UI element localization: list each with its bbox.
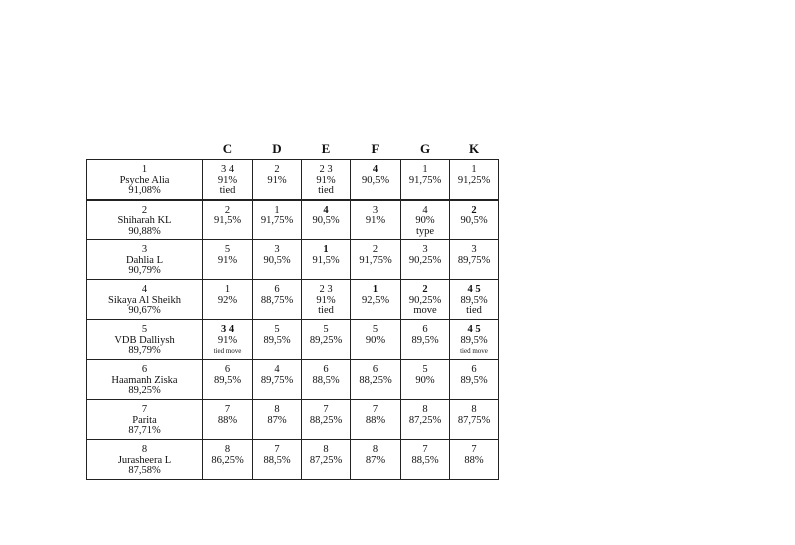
cell-rank: 5 bbox=[323, 324, 329, 335]
score-cell bbox=[253, 280, 302, 320]
cell-rank: 2 bbox=[422, 284, 428, 295]
contestant-average: 87,58% bbox=[128, 465, 161, 476]
contestant-average: 90,67% bbox=[128, 305, 161, 316]
score-cell bbox=[351, 200, 401, 240]
score-cell bbox=[351, 400, 401, 440]
cell-rank: 6 bbox=[224, 364, 231, 375]
cell-rank: 5 bbox=[422, 364, 428, 375]
score-cell bbox=[302, 280, 351, 320]
cell-score: 91% bbox=[217, 334, 238, 346]
table-row bbox=[87, 360, 499, 400]
cell-score: 88% bbox=[217, 414, 238, 426]
contestant-rank: 4 bbox=[141, 284, 148, 295]
cell-score: 88,25% bbox=[359, 374, 392, 386]
contestant-cell bbox=[87, 160, 203, 200]
table-row bbox=[87, 200, 499, 240]
cell-rank: 4 5 bbox=[467, 284, 481, 295]
cell-score: 87% bbox=[365, 454, 386, 466]
header-blank bbox=[87, 140, 203, 160]
cell-rank: 7 bbox=[422, 444, 428, 455]
cell-rank: 1 bbox=[372, 284, 379, 295]
cell-rank: 2 3 bbox=[319, 284, 333, 295]
cell-rank: 7 bbox=[224, 404, 231, 415]
cell-score: 88,5% bbox=[411, 454, 439, 466]
table-row bbox=[87, 160, 499, 200]
cell-score: 87,25% bbox=[408, 414, 442, 426]
table-body bbox=[87, 160, 499, 480]
score-cell bbox=[351, 320, 401, 360]
cell-rank: 2 3 bbox=[319, 164, 333, 175]
table-row bbox=[87, 400, 499, 440]
cell-score: 91% bbox=[316, 174, 336, 186]
score-cell bbox=[351, 440, 401, 480]
score-cell bbox=[401, 320, 450, 360]
score-cell bbox=[351, 280, 401, 320]
contestant-name: Jurasheera L bbox=[117, 454, 172, 466]
cell-rank: 3 4 bbox=[220, 164, 235, 175]
score-cell bbox=[401, 200, 450, 240]
score-cell bbox=[203, 400, 253, 440]
cell-score: 89,75% bbox=[260, 374, 294, 386]
col-header-c: C bbox=[222, 141, 233, 157]
cell-rank: 1 bbox=[471, 164, 477, 175]
contestant-cell bbox=[87, 280, 203, 320]
contestant-average: 89,25% bbox=[128, 385, 161, 396]
score-cell bbox=[203, 280, 253, 320]
cell-score: 87,25% bbox=[309, 454, 343, 466]
contestant-rank: 1 bbox=[141, 164, 148, 175]
contestant-cell bbox=[87, 400, 203, 440]
score-cell bbox=[401, 280, 450, 320]
col-header-g: G bbox=[419, 141, 431, 157]
cell-rank: 4 bbox=[274, 364, 280, 375]
cell-score: 88,75% bbox=[260, 294, 294, 306]
cell-rank: 1 bbox=[422, 164, 428, 175]
cell-rank: 2 bbox=[224, 204, 231, 216]
score-cell bbox=[203, 360, 253, 400]
contestant-rank: 5 bbox=[141, 324, 148, 335]
contestant-cell bbox=[87, 360, 203, 400]
cell-score: 88% bbox=[464, 454, 484, 466]
contestant-name: Dahlia L bbox=[125, 254, 164, 266]
cell-score: 91% bbox=[217, 174, 238, 186]
contestant-rank: 2 bbox=[141, 204, 148, 216]
contestant-name: Sikaya Al Sheikh bbox=[108, 294, 181, 306]
contestant-name: Haamanh Ziska bbox=[111, 374, 178, 386]
cell-note: tied bbox=[219, 185, 236, 196]
score-cell bbox=[450, 240, 499, 280]
score-cell bbox=[302, 320, 351, 360]
contestant-name: Parita bbox=[132, 414, 157, 426]
cell-score: 91% bbox=[217, 254, 238, 266]
col-header-k: K bbox=[468, 141, 480, 157]
cell-rank: 1 bbox=[274, 204, 280, 216]
cell-rank: 8 bbox=[274, 404, 280, 415]
cell-score: 89,75% bbox=[457, 254, 491, 266]
cell-score: 90,5% bbox=[361, 174, 390, 186]
score-cell bbox=[450, 280, 499, 320]
contestant-rank: 7 bbox=[141, 404, 148, 415]
contestant-average: 90,88% bbox=[128, 225, 161, 237]
contestant-name: Psyche Alia bbox=[119, 174, 170, 186]
score-cell bbox=[253, 440, 302, 480]
cell-rank: 7 bbox=[372, 404, 379, 415]
contestant-average: 87,71% bbox=[128, 425, 161, 436]
score-cell bbox=[401, 240, 450, 280]
table-row bbox=[87, 320, 499, 360]
cell-rank: 6 bbox=[422, 324, 428, 335]
cell-rank: 1 bbox=[224, 284, 231, 295]
contestant-average: 91,08% bbox=[128, 185, 161, 196]
score-cell bbox=[253, 160, 302, 200]
cell-score: 90,5% bbox=[460, 215, 488, 226]
cell-rank: 5 bbox=[372, 324, 379, 335]
cell-rank: 3 bbox=[274, 244, 280, 255]
cell-score: 91,5% bbox=[312, 254, 340, 266]
cell-score: 91,75% bbox=[359, 254, 392, 266]
cell-score: 89,5% bbox=[263, 334, 291, 346]
score-cell bbox=[401, 400, 450, 440]
score-cell bbox=[401, 440, 450, 480]
score-cell bbox=[253, 240, 302, 280]
cell-score: 91,75% bbox=[408, 174, 442, 186]
cell-rank: 1 bbox=[323, 244, 329, 255]
table-header bbox=[87, 140, 499, 160]
cell-score: 90% bbox=[415, 215, 435, 226]
contestant-rank: 3 bbox=[141, 244, 148, 255]
cell-score: 90,5% bbox=[312, 215, 340, 226]
cell-score: 89,5% bbox=[411, 334, 439, 346]
cell-score: 89,25% bbox=[309, 334, 343, 346]
cell-score: 91% bbox=[365, 215, 386, 226]
cell-rank: 2 bbox=[274, 164, 280, 175]
col-header-d: D bbox=[272, 141, 282, 157]
header-row bbox=[87, 140, 499, 160]
cell-score: 90,25% bbox=[408, 254, 442, 266]
cell-rank: 8 bbox=[471, 404, 477, 415]
score-cell bbox=[302, 440, 351, 480]
cell-rank: 7 bbox=[471, 444, 477, 455]
cell-note: tied bbox=[318, 305, 334, 316]
score-table bbox=[86, 140, 499, 480]
cell-rank: 6 bbox=[323, 364, 329, 375]
score-cell bbox=[253, 320, 302, 360]
cell-rank: 4 5 bbox=[467, 324, 481, 335]
cell-score: 91,75% bbox=[260, 215, 294, 226]
contestant-rank: 6 bbox=[141, 364, 148, 375]
score-cell bbox=[450, 200, 499, 240]
cell-score: 90% bbox=[415, 374, 435, 386]
cell-rank: 6 bbox=[471, 364, 477, 375]
table-row bbox=[87, 440, 499, 480]
contestant-name: VDB Dalliysh bbox=[114, 334, 175, 346]
cell-score: 92,5% bbox=[361, 294, 390, 306]
cell-rank: 5 bbox=[224, 244, 231, 255]
cell-score: 89,5% bbox=[460, 334, 488, 346]
contestant-cell bbox=[87, 320, 203, 360]
cell-rank: 8 bbox=[224, 444, 231, 455]
cell-score: 90,5% bbox=[263, 254, 291, 266]
cell-rank: 2 bbox=[471, 204, 477, 216]
cell-score: 89,5% bbox=[460, 374, 488, 386]
contestant-name: Shiharah KL bbox=[117, 215, 172, 226]
cell-score: 91,25% bbox=[457, 174, 491, 186]
cell-score: 90% bbox=[365, 334, 386, 346]
contestant-cell bbox=[87, 440, 203, 480]
score-cell bbox=[302, 240, 351, 280]
score-cell bbox=[253, 400, 302, 440]
col-header-e: E bbox=[321, 141, 331, 157]
cell-rank: 7 bbox=[274, 444, 280, 455]
cell-note: tied move bbox=[460, 347, 488, 355]
table-row bbox=[87, 240, 499, 280]
cell-score: 91% bbox=[316, 294, 336, 306]
score-cell bbox=[450, 160, 499, 200]
cell-score: 88,5% bbox=[263, 454, 291, 466]
score-cell bbox=[203, 320, 253, 360]
cell-score: 88% bbox=[365, 414, 386, 426]
score-cell bbox=[401, 160, 450, 200]
cell-rank: 8 bbox=[323, 444, 329, 455]
cell-note: move bbox=[413, 305, 437, 316]
table-row bbox=[87, 280, 499, 320]
score-cell bbox=[253, 360, 302, 400]
cell-note: type bbox=[415, 225, 435, 237]
cell-score: 89,5% bbox=[460, 294, 488, 306]
cell-rank: 7 bbox=[323, 404, 329, 415]
cell-rank: 3 bbox=[422, 244, 428, 255]
score-cell bbox=[203, 200, 253, 240]
cell-rank: 8 bbox=[372, 444, 379, 455]
cell-rank: 2 bbox=[372, 244, 379, 255]
cell-score: 91,5% bbox=[213, 215, 242, 226]
cell-note: tied bbox=[318, 185, 334, 196]
score-cell bbox=[203, 240, 253, 280]
contestant-cell bbox=[87, 200, 203, 240]
cell-rank: 3 bbox=[372, 204, 379, 216]
cell-score: 87% bbox=[267, 414, 287, 426]
cell-rank: 4 bbox=[422, 204, 428, 216]
cell-score: 88,5% bbox=[312, 374, 340, 386]
cell-score: 89,5% bbox=[213, 374, 242, 386]
cell-rank: 5 bbox=[274, 324, 280, 335]
cell-rank: 4 bbox=[372, 164, 379, 175]
contestant-average: 89,79% bbox=[128, 345, 161, 356]
score-cell bbox=[351, 360, 401, 400]
score-cell bbox=[302, 400, 351, 440]
score-cell bbox=[450, 320, 499, 360]
score-cell bbox=[302, 200, 351, 240]
contestant-rank: 8 bbox=[141, 444, 148, 455]
score-cell bbox=[203, 160, 253, 200]
score-cell bbox=[450, 400, 499, 440]
cell-rank: 6 bbox=[372, 364, 379, 375]
cell-note: tied bbox=[466, 305, 482, 316]
cell-rank: 3 bbox=[471, 244, 477, 255]
score-cell bbox=[450, 360, 499, 400]
cell-score: 87,75% bbox=[457, 414, 491, 426]
cell-score: 90,25% bbox=[408, 294, 442, 306]
score-cell bbox=[203, 440, 253, 480]
cell-score: 91% bbox=[267, 174, 287, 186]
score-cell bbox=[302, 360, 351, 400]
cell-rank: 6 bbox=[274, 284, 280, 295]
contestant-cell bbox=[87, 240, 203, 280]
score-cell bbox=[401, 360, 450, 400]
col-header-f: F bbox=[371, 141, 380, 157]
score-cell bbox=[302, 160, 351, 200]
cell-score: 88,25% bbox=[309, 414, 343, 426]
cell-rank: 3 4 bbox=[220, 324, 235, 335]
cell-rank: 8 bbox=[422, 404, 428, 415]
cell-rank: 4 bbox=[323, 204, 329, 216]
contestant-average: 90,79% bbox=[128, 265, 161, 276]
score-cell bbox=[450, 440, 499, 480]
score-cell bbox=[253, 200, 302, 240]
cell-score: 86,25% bbox=[211, 454, 244, 466]
cell-note: tied move bbox=[213, 347, 242, 355]
score-cell bbox=[351, 240, 401, 280]
score-cell bbox=[351, 160, 401, 200]
cell-score: 92% bbox=[217, 294, 238, 306]
